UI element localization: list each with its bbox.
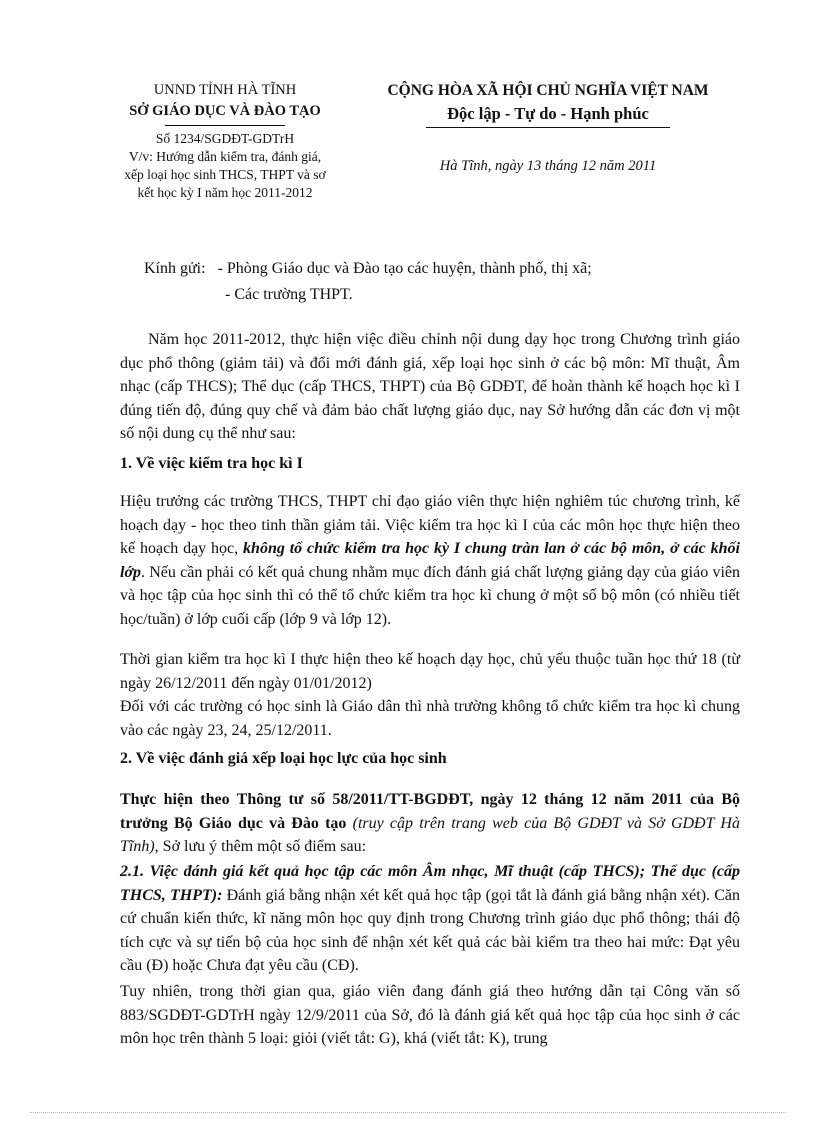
subject-line: kết học kỳ I năm học 2011-2012 (137, 185, 313, 200)
national-motto: Độc lập - Tự do - Hạnh phúc (447, 104, 649, 123)
section-1-paragraph: Thời gian kiểm tra học kì I thực hiện theo kế hoạch dạy học, chủ yếu thuộc tuần học thứ 18 (từ ngày 26/12/2011 đến ngày 01/01/2012) (120, 651, 740, 692)
paragraph-text: Đánh giá bằng nhận xét kết quả học tập (gọi tắt là đánh giá bằng nhận xét). Căn cứ chuẩn kiến thức, kĩ năng môn học quy định trong Chương trình giáo dục phổ thông; thái độ tích cực và sự tiến bộ của học sinh để nhận xét kết quả các bài kiểm tra theo hai mức: Đạt yêu cầu (Đ) hoặc Chưa đạt yêu cầu (CĐ). (120, 886, 741, 974)
paragraph-text: , Sở lưu ý thêm một số điểm sau: (154, 838, 367, 855)
section-1-heading: 1. Về việc kiểm tra học kì I (120, 455, 303, 472)
subsection-title: 2.1. Việc đánh giá kết quả học tập các môn Âm nhạc, Mĩ thuật (cấp THCS); Thể dục (cấp THCS, THPT): (120, 863, 740, 904)
subsection-2-1-paragraph (120, 860, 740, 978)
recipients-block (144, 256, 592, 282)
document-number: Số 1234/SGDĐT-GDTrH (155, 131, 295, 146)
agency-name: UNND TỈNH HÀ TĨNH (153, 82, 297, 98)
section-2-paragraph (120, 788, 740, 859)
header-right-rule (426, 127, 670, 128)
emphasis-text: không tổ chức kiểm tra học kỳ I chung tràn lan ở các bộ môn, ở các khối lớp (120, 540, 740, 581)
subject-line: xếp loại học sinh THCS, THPT và sơ (124, 167, 326, 182)
document-reference-block (100, 130, 350, 202)
section-1-paragraph: Đối với các trường có học sinh là Giáo dân thì nhà trường không tổ chức kiểm tra học kì chung vào các ngày 23, 24, 25/12/2011. (120, 698, 740, 739)
section-2-heading: 2. Về việc đánh giá xếp loại học lực của học sinh (120, 750, 447, 767)
paragraph-text: Hiệu trưởng các trường THCS, THPT chỉ đạo giáo viên thực hiện nghiêm túc chương trình, kế hoạch dạy - học theo tinh thần giảm tải. Việc kiểm tra học kì I của các môn học thực hiện theo kế hoạch dạy học, (120, 493, 740, 557)
recipient-line: - Các trường THPT. (225, 286, 353, 303)
italic-note: (truy cập trên trang web của Bộ GDĐT và Sở GDĐT Hà Tĩnh) (120, 814, 740, 855)
document-date: Hà Tĩnh, ngày 13 tháng 12 năm 2011 (439, 158, 657, 174)
subject-line: V/v: Hướng dẫn kiểm tra, đánh giá, (128, 149, 322, 164)
issuing-authority-block (100, 80, 350, 126)
department-name: SỞ GIÁO DỤC VÀ ĐÀO TẠO (129, 103, 321, 119)
intro-paragraph: Năm học 2011-2012, thực hiện việc điều chỉnh nội dung dạy học trong Chương trình giáo dục phổ thông (giảm tải) và đổi mới đánh giá, xếp loại học sinh ở các bộ môn: Mĩ thuật, Âm nhạc (cấp THCS); Thể dục (cấp THCS, THPT) của Bộ GDĐT, để hoàn thành kế hoạch học kì I đúng tiến độ, đúng quy chế và đảm bảo chất lượng giáo dục, nay Sở hướng dẫn các đơn vị một số nội dung cụ thể như sau: (120, 331, 740, 442)
section-1-paragraph (120, 490, 740, 631)
page-bottom-border (30, 1112, 786, 1113)
recipient-line: - Phòng Giáo dục và Đào tạo các huyện, thành phố, thị xã; (217, 260, 592, 277)
national-header-block (368, 80, 728, 128)
emphasis-text: Thực hiện theo Thông tư số 58/2011/TT-BGDĐT, ngày 12 tháng 12 năm 2011 của Bộ trưởng Bộ Giáo dục và Đào tạo (120, 791, 740, 832)
recipients-label: Kính gửi: (144, 260, 206, 277)
section-2-paragraph: Tuy nhiên, trong thời gian qua, giáo viên đang đánh giá theo hướng dẫn tại Công văn số 883/SGDĐT-GDTrH ngày 12/9/2011 của Sở, đó là đánh giá kết quả học tập của học sinh ở các môn học trên thành 5 loại: giỏi (viết tắt: G), khá (viết tắt: K), trung (120, 983, 740, 1047)
paragraph-text: . Nếu cần phải có kết quả chung nhằm mục đích đánh giá chất lượng giảng dạy của giáo viên và học tập của học sinh thì có thể tổ chức kiểm tra học kì chung ở một số bộ môn (có nhiều tiết học/tuần) ở lớp cuối cấp (lớp 9 và lớp 12). (120, 563, 740, 628)
header-left-rule (165, 125, 285, 126)
nation-title: CỘNG HÒA XÃ HỘI CHỦ NGHĨA VIỆT NAM (387, 82, 709, 99)
